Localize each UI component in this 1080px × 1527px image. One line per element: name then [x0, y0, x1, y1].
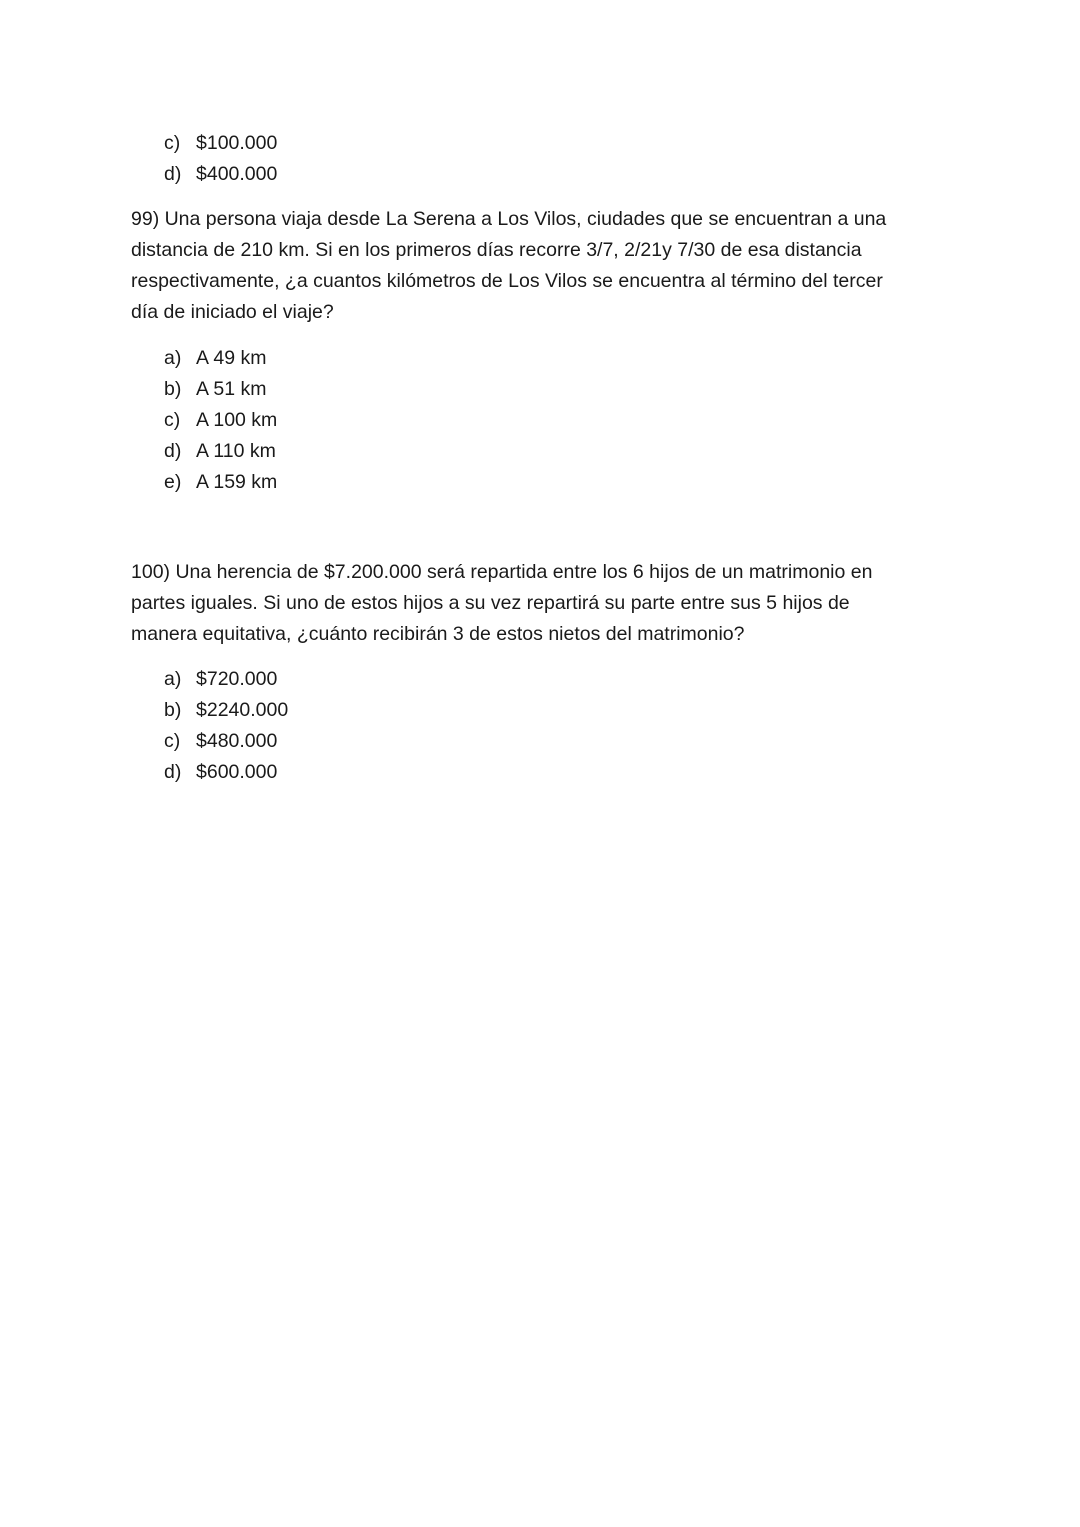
option-e — [164, 467, 277, 498]
question-line: partes iguales. Si uno de estos hijos a su vez repartirá su parte entre sus 5 hijos de — [131, 592, 850, 614]
question-line: día de iniciado el viaje? — [131, 301, 334, 323]
question-line: 99) Una persona viaja desde La Serena a Los Vilos, ciudades que se encuentran a una — [131, 208, 887, 230]
option-d — [164, 757, 288, 788]
previous-question-options — [164, 128, 277, 190]
option-letter: e) — [164, 471, 182, 493]
option-c — [164, 128, 277, 159]
option-a — [164, 664, 288, 695]
option-b — [164, 374, 277, 405]
option-c — [164, 405, 277, 436]
question-99-options — [164, 343, 277, 498]
option-text: $400.000 — [196, 163, 278, 185]
option-text: $720.000 — [196, 668, 278, 690]
option-letter: b) — [164, 378, 182, 400]
question-99-text — [131, 204, 961, 328]
option-text: A 51 km — [196, 378, 267, 400]
option-letter: d) — [164, 163, 182, 185]
option-letter: c) — [164, 132, 181, 154]
question-line: respectivamente, ¿a cuantos kilómetros de Los Vilos se encuentra al término del tercer — [131, 270, 883, 292]
option-letter: d) — [164, 440, 182, 462]
option-text: $480.000 — [196, 730, 278, 752]
question-line: 100) Una herencia de $7.200.000 será repartida entre los 6 hijos de un matrimonio en — [131, 561, 873, 583]
option-c — [164, 726, 288, 757]
option-text: A 159 km — [196, 471, 278, 493]
option-letter: c) — [164, 730, 181, 752]
option-text: $2240.000 — [196, 699, 289, 721]
option-text: A 49 km — [196, 347, 267, 369]
option-d — [164, 436, 277, 467]
option-letter: d) — [164, 761, 182, 783]
option-text: A 100 km — [196, 409, 278, 431]
option-a — [164, 343, 277, 374]
option-text: $100.000 — [196, 132, 278, 154]
option-text: $600.000 — [196, 761, 278, 783]
question-line: manera equitativa, ¿cuánto recibirán 3 de estos nietos del matrimonio? — [131, 623, 745, 645]
option-d — [164, 159, 277, 190]
option-letter: c) — [164, 409, 181, 431]
option-letter: b) — [164, 699, 182, 721]
question-100-options — [164, 664, 288, 788]
question-100-text — [131, 557, 961, 650]
option-letter: a) — [164, 668, 182, 690]
option-text: A 110 km — [196, 440, 276, 462]
question-line: distancia de 210 km. Si en los primeros días recorre 3/7, 2/21y 7/30 de esa distancia — [131, 239, 862, 261]
option-b — [164, 695, 288, 726]
option-letter: a) — [164, 347, 182, 369]
